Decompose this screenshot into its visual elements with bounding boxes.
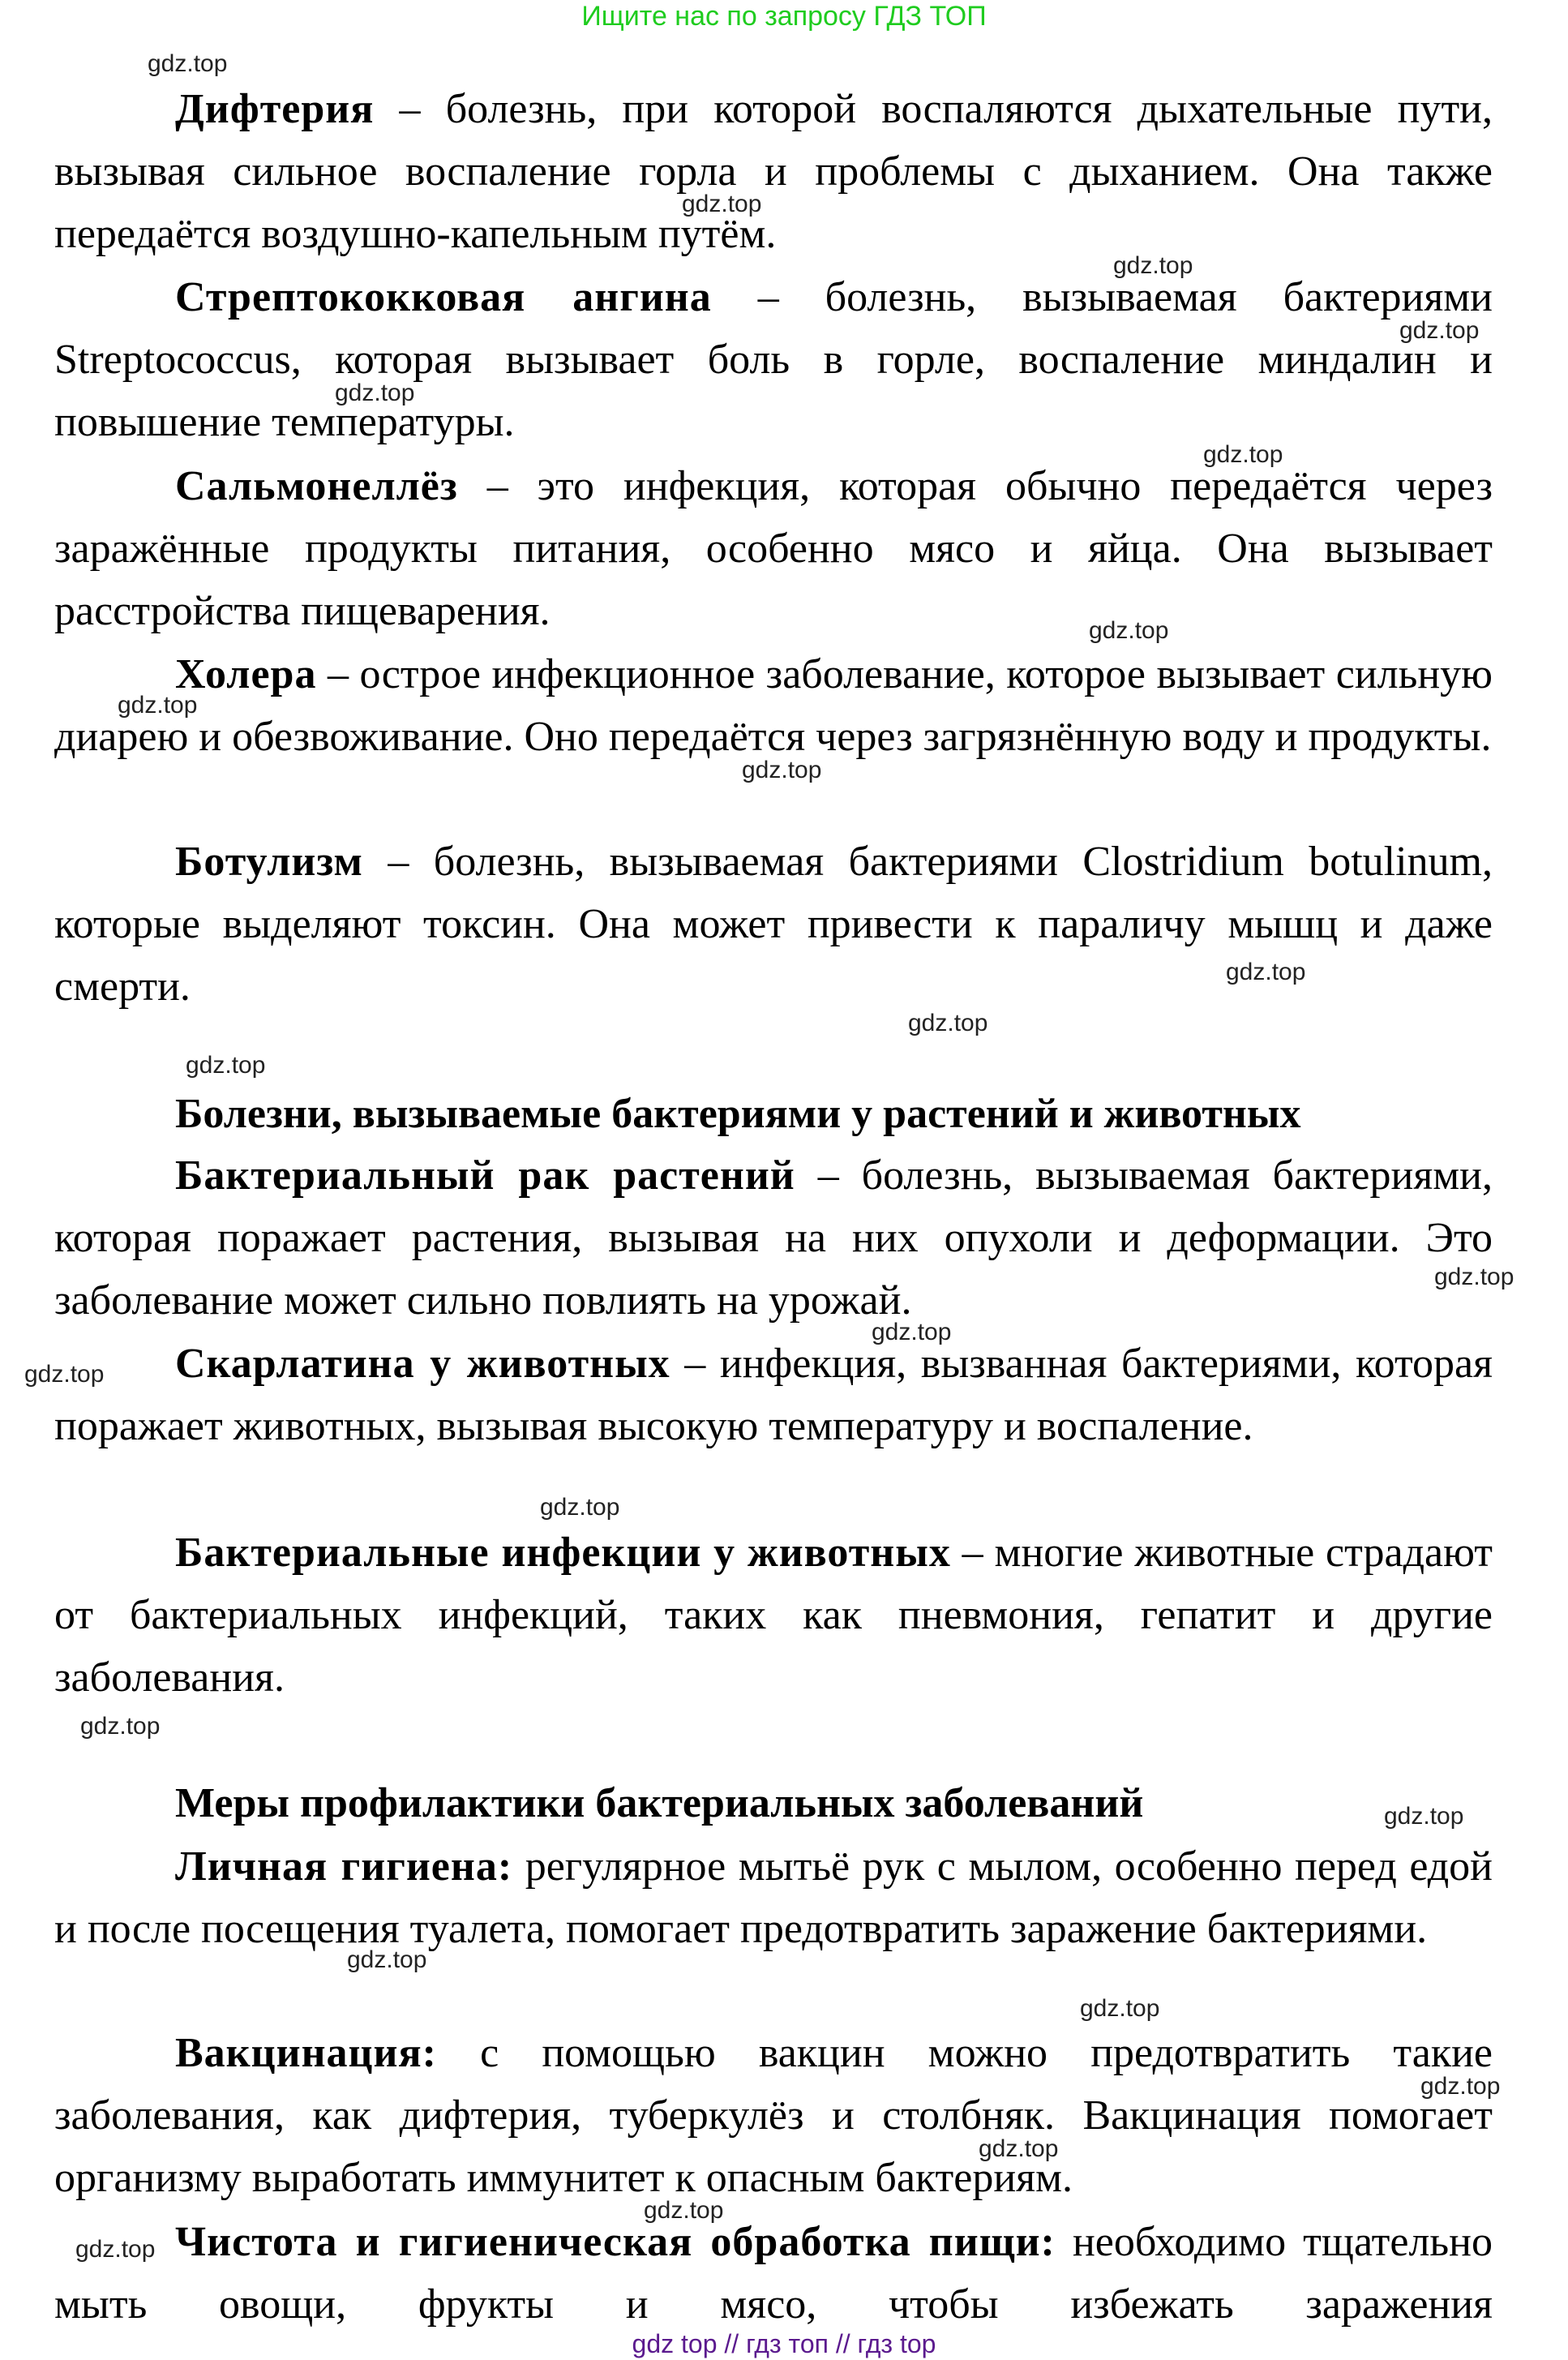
watermark: gdz.top xyxy=(682,191,762,217)
section-heading-plants-animals: Болезни, вызываемые бактериями у растений и животных xyxy=(175,1091,1301,1137)
search-banner[interactable]: Ищите нас по запросу ГДЗ ТОП xyxy=(581,1,987,32)
paragraph-diphtheria xyxy=(54,78,1493,265)
footer-links[interactable]: gdz top // гдз топ // гдз top xyxy=(632,2329,936,2358)
watermark: gdz.top xyxy=(872,1319,952,1345)
paragraph-scarlet-fever-animals xyxy=(54,1332,1493,1457)
term: Чистота и гигиеническая обработка пищи: xyxy=(175,2219,1056,2265)
watermark: gdz.top xyxy=(1399,317,1480,344)
watermark: gdz.top xyxy=(347,1946,427,1973)
term: Ботулизм xyxy=(175,839,363,885)
term: Вакцинация: xyxy=(175,2030,437,2076)
watermark: gdz.top xyxy=(148,50,228,77)
watermark: gdz.top xyxy=(742,757,822,783)
paragraph-plant-cancer xyxy=(54,1144,1493,1332)
definition: – болезнь, при которой воспаляются дыхательные пути, вызывая сильное воспаление горла и проблемы с дыханием. Она также передаётся воздушно-капельным путём. xyxy=(54,86,1493,257)
paragraph-strep-throat xyxy=(54,266,1493,453)
term: Личная гигиена: xyxy=(175,1843,513,1890)
definition: с помощью вакцин можно предотвратить такие заболевания, как дифтерия, туберкулёз и столбняк. Вакцинация помогает организму выработать иммунитет к опасным бактериям. xyxy=(54,2030,1493,2201)
paragraph-cholera xyxy=(54,643,1493,768)
section-heading-prevention: Меры профилактики бактериальных заболеваний xyxy=(175,1780,1144,1826)
paragraph-salmonellosis xyxy=(54,455,1493,642)
watermark: gdz.top xyxy=(1203,441,1283,468)
definition: – многие животные страдают от бактериальных инфекций, таких как пневмония, гепатит и другие заболевания. xyxy=(54,1530,1493,1701)
watermark: gdz.top xyxy=(908,1010,988,1036)
definition: – болезнь, вызываемая бактериями, которая поражает растения, вызывая на них опухоли и деформации. Это заболевание может сильно повлиять на урожай. xyxy=(54,1152,1493,1324)
definition: – острое инфекционное заболевание, которое вызывает сильную диарею и обезвоживание. Оно передаётся через загрязнённую воду и продукты. xyxy=(54,651,1493,760)
watermark: gdz.top xyxy=(75,2236,156,2263)
definition: – болезнь, вызываемая бактериями Clostridium botulinum, которые выделяют токсин. Она может привести к параличу мышц и даже смерти. xyxy=(54,839,1493,1010)
term: Скарлатина у животных xyxy=(175,1341,670,1387)
watermark: gdz.top xyxy=(335,380,415,406)
watermark: gdz.top xyxy=(1113,252,1193,279)
paragraph-animal-infections xyxy=(54,1521,1493,1709)
term: Бактериальный рак растений xyxy=(175,1152,795,1199)
watermark: gdz.top xyxy=(1089,617,1169,644)
definition: регулярное мытьё рук с мылом, особенно перед едой и после посещения туалета, помогает предотвратить заражение бактериями. xyxy=(54,1843,1493,1952)
term: Стрептококковая ангина xyxy=(175,274,712,320)
term: Сальмонеллёз xyxy=(175,463,458,509)
term: Бактериальные инфекции у животных xyxy=(175,1530,951,1576)
watermark: gdz.top xyxy=(24,1361,105,1388)
term: Дифтерия xyxy=(175,86,375,132)
watermark: gdz.top xyxy=(1080,1995,1160,2022)
paragraph-vaccination xyxy=(54,2022,1493,2209)
watermark: gdz.top xyxy=(1434,1264,1514,1290)
watermark: gdz.top xyxy=(644,2197,724,2224)
definition: необходимо тщательно мыть овощи, фрукты и мясо, чтобы избежать заражения xyxy=(54,2219,1493,2328)
paragraph-hygiene xyxy=(54,1835,1493,1960)
term: Холера xyxy=(175,651,317,697)
definition: – инфекция, вызванная бактериями, которая поражает животных, вызывая высокую температуру и воспаление. xyxy=(54,1341,1493,1449)
definition: – это инфекция, которая обычно передаётся через заражённые продукты питания, особенно мясо и яйца. Она вызывает расстройства пищеварения. xyxy=(54,463,1493,634)
watermark: gdz.top xyxy=(118,692,198,719)
watermark: gdz.top xyxy=(979,2135,1059,2162)
paragraph-food-hygiene xyxy=(54,2211,1493,2336)
paragraph-botulism xyxy=(54,830,1493,1018)
watermark: gdz.top xyxy=(540,1494,620,1521)
definition: – болезнь, вызываемая бактериями Streptococcus, которая вызывает боль в горле, воспаление миндалин и повышение температуры. xyxy=(54,274,1493,445)
watermark: gdz.top xyxy=(1226,959,1306,985)
watermark: gdz.top xyxy=(186,1052,266,1079)
watermark: gdz.top xyxy=(1384,1803,1464,1830)
watermark: gdz.top xyxy=(1420,2073,1501,2100)
watermark: gdz.top xyxy=(80,1713,161,1740)
